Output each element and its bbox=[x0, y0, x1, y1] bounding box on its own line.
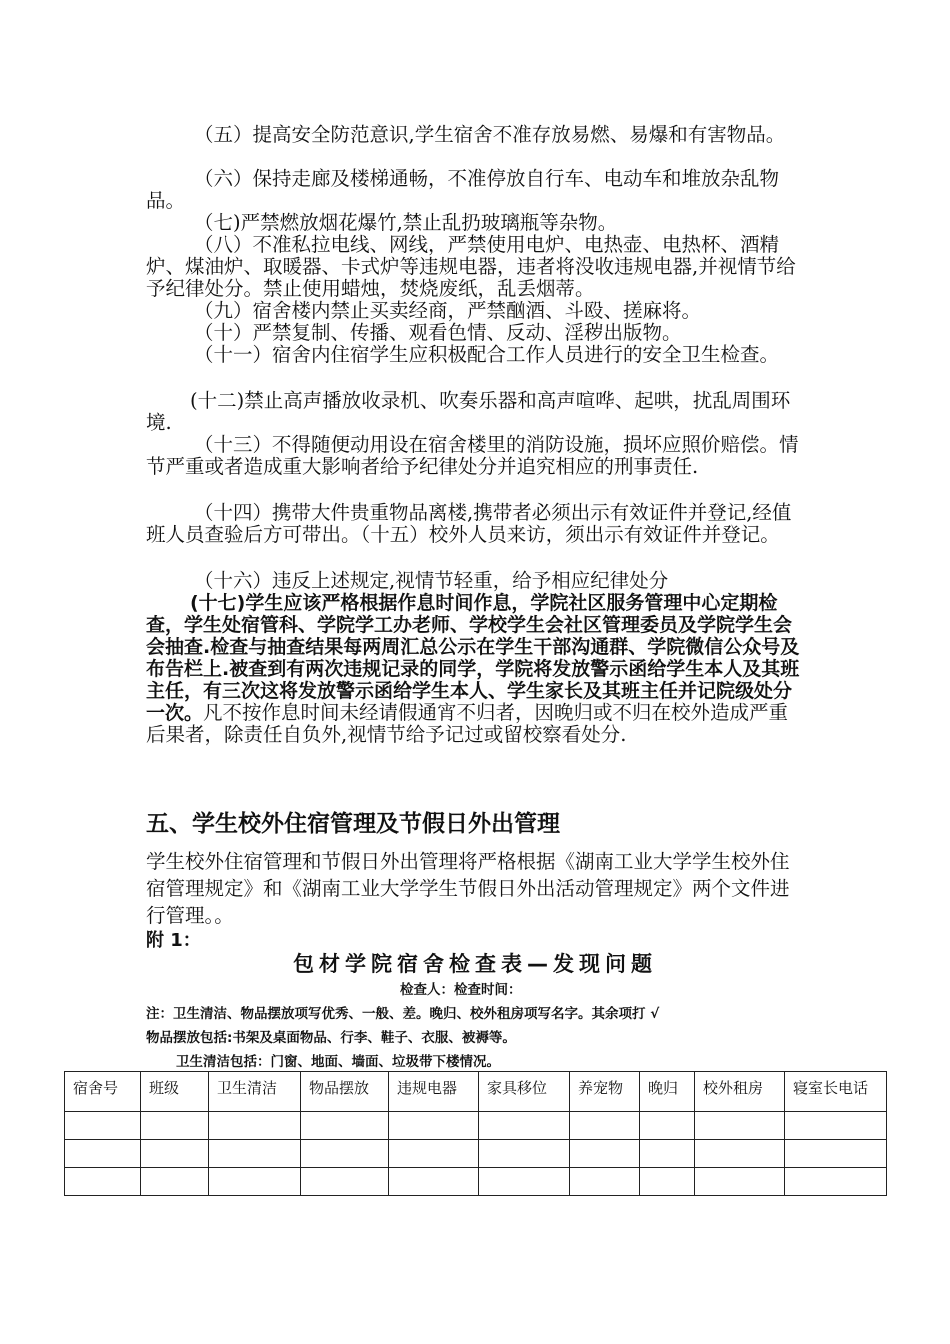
table-cell[interactable] bbox=[389, 1168, 479, 1196]
table-cell[interactable] bbox=[209, 1140, 301, 1168]
rule-8: （八）不准私拉电线、网线，严禁使用电炉、电热壶、电热杯、酒精炉、煤油炉、取暖器、卡式炉等违规电器，违者将没收违规电器,并视情节给予纪律处分。禁止使用蜡烛，焚烧废纸，乱丢烟蒂。 bbox=[146, 233, 796, 300]
col-header-hygiene: 卫生清洁 bbox=[209, 1072, 301, 1112]
inspection-table bbox=[64, 1071, 887, 1196]
table-cell[interactable] bbox=[640, 1140, 695, 1168]
table-cell[interactable] bbox=[389, 1140, 479, 1168]
table-cell[interactable] bbox=[65, 1112, 141, 1140]
col-header-dorm-number: 宿舍号 bbox=[65, 1072, 141, 1112]
table-row bbox=[65, 1168, 887, 1196]
table-cell[interactable] bbox=[141, 1168, 209, 1196]
col-header-late-return: 晚归 bbox=[640, 1072, 695, 1112]
table-cell[interactable] bbox=[389, 1112, 479, 1140]
table-row bbox=[65, 1140, 887, 1168]
table-cell[interactable] bbox=[479, 1168, 570, 1196]
rule-7: （七)严禁燃放烟花爆竹,禁止乱扔玻璃瓶等杂物。 bbox=[194, 211, 618, 234]
table-cell[interactable] bbox=[640, 1112, 695, 1140]
note-3: 卫生清洁包括：门窗、地面、墙面、垃圾带下楼情况。 bbox=[176, 1054, 500, 1070]
col-header-furniture: 家具移位 bbox=[479, 1072, 570, 1112]
col-header-pets: 养宠物 bbox=[570, 1072, 640, 1112]
col-header-class: 班级 bbox=[141, 1072, 209, 1112]
table-cell[interactable] bbox=[209, 1112, 301, 1140]
table-cell[interactable] bbox=[209, 1168, 301, 1196]
rule-11: （十一）宿舍内住宿学生应积极配合工作人员进行的安全卫生检查。 bbox=[194, 343, 780, 366]
table-header-row bbox=[65, 1072, 887, 1112]
table-cell[interactable] bbox=[141, 1112, 209, 1140]
table-cell[interactable] bbox=[570, 1140, 640, 1168]
table-cell[interactable] bbox=[141, 1140, 209, 1168]
rule-17-normal: 凡不按作息时间未经请假通宵不归者，因晚归或不归在校外造成严重后果者，除责任自负外,视情节给予记过或留校察看处分. bbox=[146, 701, 789, 746]
rule-9: （九）宿舍楼内禁止买卖经商，严禁酗酒、斗殴、搓麻将。 bbox=[194, 299, 702, 322]
note-2: 物品摆放包括:书架及桌面物品、行李、鞋子、衣服、被褥等。 bbox=[146, 1030, 516, 1046]
table-cell[interactable] bbox=[301, 1112, 389, 1140]
table-cell[interactable] bbox=[785, 1168, 887, 1196]
table-cell[interactable] bbox=[65, 1168, 141, 1196]
col-header-appliances: 违规电器 bbox=[389, 1072, 479, 1112]
table-cell[interactable] bbox=[479, 1140, 570, 1168]
note-1: 注：卫生清洁、物品摆放项写优秀、一般、差。晚归、校外租房项写名字。其余项打 √ bbox=[146, 1006, 660, 1022]
table-cell[interactable] bbox=[695, 1168, 785, 1196]
rule-10: （十）严禁复制、传播、观看色情、反动、淫秽出版物。 bbox=[194, 321, 682, 344]
table-cell[interactable] bbox=[695, 1140, 785, 1168]
table-cell[interactable] bbox=[570, 1168, 640, 1196]
table-cell[interactable] bbox=[695, 1112, 785, 1140]
rule-17 bbox=[146, 592, 806, 746]
table-cell[interactable] bbox=[785, 1112, 887, 1140]
rule-17-bold: (十七)学生应该严格根据作息时间作息，学院社区服务管理中心定期检查，学生处宿管科、学院学工办老师、学校学生会社区管理委员及学院学生会会抽查.检查与抽查结果每两周汇总公示在学生干部沟通群、学院微信公众号及布告栏上.被查到有两次违规记录的同学，学院将发放警示函给学生本人及其班主任，有三次这将发放警示函给学生本人、学生家长及其班主任并记院级处分一次。 bbox=[146, 592, 800, 724]
appendix-label: 附 1： bbox=[146, 930, 201, 951]
section-heading: 五、学生校外住宿管理及节假日外出管理 bbox=[146, 811, 560, 837]
col-header-leader-phone: 寝室长电话 bbox=[785, 1072, 887, 1112]
rule-5: （五）提高安全防范意识,学生宿舍不准存放易燃、易爆和有害物品。 bbox=[194, 123, 786, 146]
col-header-items: 物品摆放 bbox=[301, 1072, 389, 1112]
table-cell[interactable] bbox=[570, 1112, 640, 1140]
table-cell[interactable] bbox=[479, 1112, 570, 1140]
table-cell[interactable] bbox=[785, 1140, 887, 1168]
table-cell[interactable] bbox=[65, 1140, 141, 1168]
rule-12: (十二)禁止高声播放收录机、吹奏乐器和高声喧哗、起哄，扰乱周围环境. bbox=[146, 389, 791, 434]
inspector-line: 检查人：检查时间： bbox=[400, 982, 522, 998]
table-title: 包材学院宿舍检查表—发现问题 bbox=[293, 952, 657, 976]
table-row bbox=[65, 1112, 887, 1140]
table-cell[interactable] bbox=[301, 1168, 389, 1196]
table-cell[interactable] bbox=[301, 1140, 389, 1168]
rule-6: （六）保持走廊及楼梯通畅，不准停放自行车、电动车和堆放杂乱物品。 bbox=[146, 167, 780, 212]
rule-16: （十六）违反上述规定,视情节轻重，给予相应纪律处分 bbox=[194, 569, 669, 592]
col-header-off-campus: 校外租房 bbox=[695, 1072, 785, 1112]
section-body: 学生校外住宿管理和节假日外出管理将严格根据《湖南工业大学学生校外住宿管理规定》和《湖南工业大学学生节假日外出活动管理规定》两个文件进行管理。。 bbox=[146, 850, 790, 927]
rule-14-15: （十四）携带大件贵重物品离楼,携带者必须出示有效证件并登记,经值班人员查验后方可带出。（十五）校外人员来访，须出示有效证件并登记。 bbox=[146, 501, 792, 546]
rule-13: （十三）不得随便动用设在宿舍楼里的消防设施，损坏应照价赔偿。情节严重或者造成重大影响者给予纪律处分并追究相应的刑事责任. bbox=[146, 433, 799, 478]
table-cell[interactable] bbox=[640, 1168, 695, 1196]
